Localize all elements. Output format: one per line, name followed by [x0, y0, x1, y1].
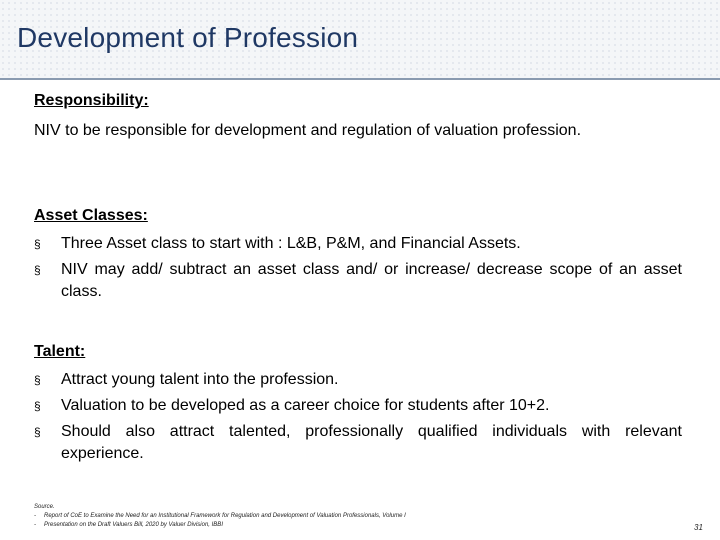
square-bullet-icon: §: [34, 237, 41, 251]
slide-title: Development of Profession: [17, 22, 359, 53]
list-item-text: Attract young talent into the profession.: [61, 371, 339, 388]
page-number: 31: [694, 523, 703, 532]
list-item-text: Should also attract talented, professionally qualified individuals with relevant experience.: [61, 423, 682, 462]
list-item-text: Valuation to be developed as a career choice for students after 10+2.: [61, 397, 550, 414]
source-item: [34, 512, 406, 521]
list-item: [34, 233, 682, 255]
source-label: Source.: [34, 504, 55, 510]
dash-bullet-icon: -: [34, 513, 36, 519]
list-item: [34, 421, 682, 465]
asset-classes-heading: Asset Classes:: [34, 207, 148, 224]
square-bullet-icon: §: [34, 373, 41, 387]
list-item-text: Three Asset class to start with : L&B, P&M, and Financial Assets.: [61, 235, 521, 252]
asset-classes-list: [34, 233, 682, 307]
list-item-text: NIV may add/ subtract an asset class and/ or increase/ decrease scope of an asset class.: [61, 261, 682, 300]
source-notes: [34, 503, 406, 530]
source-item-text: Report of CoE to Examine the Need for an Institutional Framework for Regulation and Development of Valuation Professionals, Volume I: [44, 513, 406, 519]
square-bullet-icon: §: [34, 263, 41, 277]
responsibility-text: NIV to be responsible for development and regulation of valuation profession.: [34, 122, 582, 139]
source-item: [34, 521, 406, 530]
source-item-text: Presentation on the Draft Valuers Bill, 2020 by Valuer Division, IBBI: [44, 522, 223, 528]
title-divider: [0, 78, 720, 80]
list-item: [34, 259, 682, 303]
list-item: [34, 369, 682, 391]
list-item: [34, 395, 682, 417]
square-bullet-icon: §: [34, 425, 41, 439]
title-bar: [0, 0, 720, 80]
responsibility-heading: Responsibility:: [34, 92, 149, 109]
talent-heading: Talent:: [34, 343, 86, 360]
dash-bullet-icon: -: [34, 522, 36, 528]
square-bullet-icon: §: [34, 399, 41, 413]
talent-list: [34, 369, 682, 469]
